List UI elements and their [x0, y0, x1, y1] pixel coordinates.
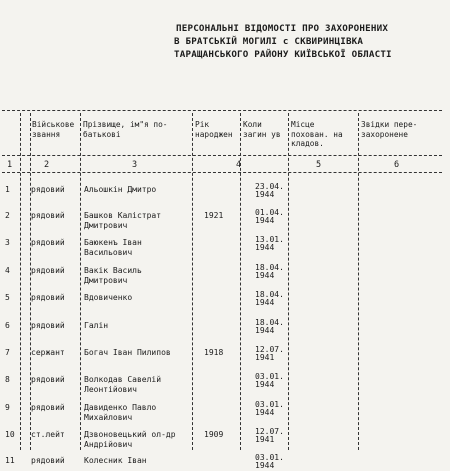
column-number-1: 1 [7, 160, 13, 170]
row-number: 5 [5, 293, 10, 302]
row-rank: рядовий [31, 238, 65, 247]
row-date: 23.04. [255, 182, 284, 191]
row-date: 03.01. [255, 453, 284, 462]
column-header-5: Коли загин ув [243, 120, 281, 139]
row-number: 2 [5, 211, 10, 220]
row-name: Дмитрович [84, 276, 128, 285]
row-name: Волкодав Савелій [84, 375, 162, 384]
row-date: 1944 [255, 271, 275, 280]
row-date: 12.07. [255, 427, 284, 436]
column-divider [192, 113, 193, 450]
column-header-4: Рік народжен [195, 120, 233, 139]
row-name: Вдовиченко [84, 293, 133, 302]
row-number: 1 [5, 185, 10, 194]
row-date: 1941 [255, 353, 275, 362]
row-number: 7 [5, 348, 10, 357]
row-number: 6 [5, 321, 10, 330]
column-header-6: Місце похован. на кладов. [291, 120, 343, 148]
row-date: 1944 [255, 461, 275, 470]
row-rank: рядовий [31, 185, 65, 194]
row-date: 18.04. [255, 263, 284, 272]
row-number: 8 [5, 375, 10, 384]
column-number-7: 6 [394, 160, 400, 170]
title-line-1: ПЕРСОНАЛЬНІ ВІДОМОСТІ ПРО ЗАХОРОНЕНИХ [176, 23, 389, 34]
column-divider [20, 113, 21, 450]
row-date: 1944 [255, 326, 275, 335]
column-number-2: 2 [44, 160, 50, 170]
row-rank: рядовий [31, 211, 65, 220]
column-divider [30, 113, 31, 450]
row-date: 1944 [255, 408, 275, 417]
row-number: 9 [5, 403, 10, 412]
row-year: 1921 [204, 211, 224, 220]
column-header-7: Звідки пере-захоронене [361, 120, 418, 139]
row-name: Галін [84, 321, 109, 330]
row-rank: рядовий [31, 456, 65, 465]
row-rank: рядовий [31, 266, 65, 275]
row-name: Колесник Іван [84, 456, 147, 465]
row-date: 1944 [255, 190, 275, 199]
row-date: 03.01. [255, 400, 284, 409]
row-name: Дмитрович [84, 221, 128, 230]
row-name: Леонтійович [84, 385, 137, 394]
column-divider [288, 113, 289, 450]
title-line-3: ТАРАЩАНСЬКОГО РАЙОНУ КИЇВСЬКОЇ ОБЛАСТІ [174, 49, 392, 60]
row-date: 18.04. [255, 318, 284, 327]
row-name: Вакік Василь [84, 266, 142, 275]
row-number: 4 [5, 266, 10, 275]
row-date: 1941 [255, 435, 275, 444]
document-title [176, 22, 446, 61]
row-number: 11 [5, 456, 15, 465]
row-name: Васильович [84, 248, 133, 257]
row-name: Баюкенъ Іван [84, 238, 142, 247]
row-name: Давиденко Павло [84, 403, 157, 412]
column-divider [80, 113, 81, 450]
title-line-2: В БРАТСЬКІЙ МОГИЛІ с СКВИРИНЦІВКА [174, 36, 364, 47]
row-rank: рядовий [31, 403, 65, 412]
row-date: 1944 [255, 243, 275, 252]
column-number-4: 4 [236, 160, 242, 170]
column-number-3: 3 [132, 160, 138, 170]
row-name: Богач Іван Пилипов [84, 348, 171, 357]
row-year: 1909 [204, 430, 224, 439]
column-header-3: Прізвище, ім"я по-батькові [83, 120, 168, 139]
row-number: 10 [5, 430, 15, 439]
numbers-bottom-rule [2, 172, 442, 173]
row-date: 12.07. [255, 345, 284, 354]
row-name: Башков Калістрат [84, 211, 162, 220]
column-number-6: 5 [316, 160, 322, 170]
row-rank: сержант [31, 348, 65, 357]
row-rank: рядовий [31, 293, 65, 302]
row-name: Михайлович [84, 413, 133, 422]
row-rank: ст.лейт [31, 430, 65, 439]
row-year: 1918 [204, 348, 224, 357]
row-rank: рядовий [31, 321, 65, 330]
row-date: 18.04. [255, 290, 284, 299]
row-date: 03.01. [255, 372, 284, 381]
row-date: 1944 [255, 216, 275, 225]
row-name: Дзвоновецький ол-др [84, 430, 176, 439]
row-date: 1944 [255, 298, 275, 307]
header-bottom-rule [2, 155, 442, 156]
row-number: 3 [5, 238, 10, 247]
column-header-2: Військове звання [32, 120, 75, 139]
row-date: 13.01. [255, 235, 284, 244]
column-divider [358, 113, 359, 450]
row-name: Альошкін Дмитро [84, 185, 157, 194]
row-name: Андрійович [84, 440, 133, 449]
row-rank: рядовий [31, 375, 65, 384]
row-date: 01.04. [255, 208, 284, 217]
header-top-rule [2, 110, 442, 111]
row-date: 1944 [255, 380, 275, 389]
